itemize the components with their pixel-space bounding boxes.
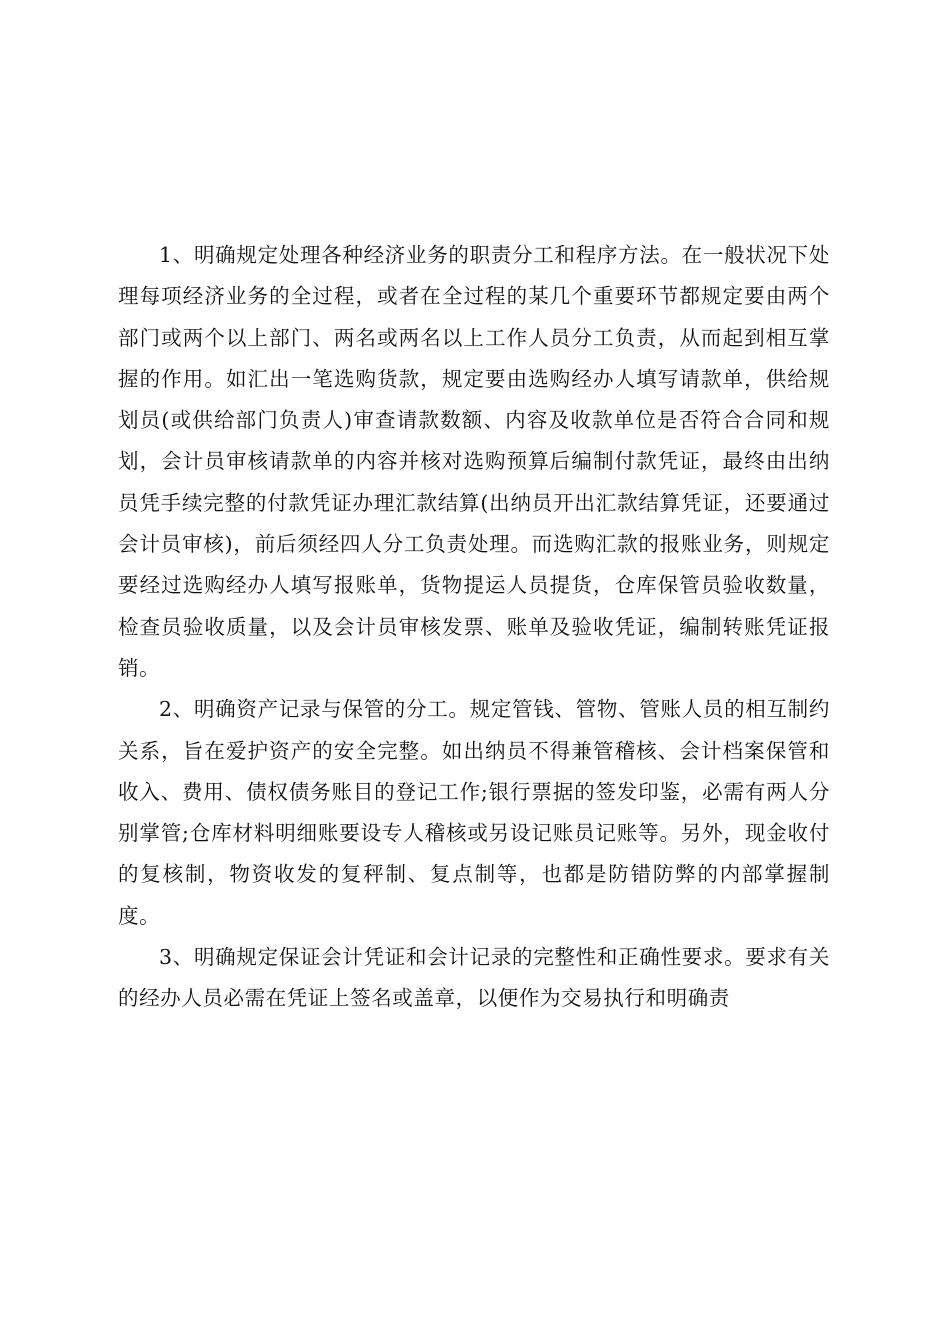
paragraph-3: 3、明确规定保证会计凭证和会计记录的完整性和正确性要求。要求有关的经办人员必需在凭证上签名或盖章，以便作为交易执行和明确责	[118, 945, 830, 1011]
document-body	[118, 235, 830, 1020]
paragraph-1: 1、明确规定处理各种经济业务的职责分工和程序方法。在一般状况下处理每项经济业务的全过程，或者在全过程的某几个重要环节都规定要由两个部门或两个以上部门、两名或两名以上工作人员分工负责，从而起到相互掌握的作用。如汇出一笔选购货款，规定要由选购经办人填写请款单，供给规划员(或供给部门负责人)审查请款数额、内容及收款单位是否符合合同和规划，会计员审核请款单的内容并核对选购预算后编制付款凭证，最终由出纳员凭手续完整的付款凭证办理汇款结算(出纳员开出汇款结算凭证，还要通过会计员审核)，前后须经四人分工负责处理。而选购汇款的报账业务，则规定要经过选购经办人填写报账单，货物提运人员提货，仓库保管员验收数量，检查员验收质量，以及会计员审核发票、账单及验收凭证，编制转账凭证报销。	[118, 243, 830, 680]
paragraph-2: 2、明确资产记录与保管的分工。规定管钱、管物、管账人员的相互制约关系，旨在爱护资产的安全完整。如出纳员不得兼管稽核、会计档案保管和收入、费用、债权债务账目的登记工作;银行票据的签发印鉴，必需有两人分别掌管;仓库材料明细账要设专人稽核或另设记账员记账等。另外，现金收付的复核制，物资收发的复秤制、复点制等，也都是防错防弊的内部掌握制度。	[118, 697, 830, 928]
